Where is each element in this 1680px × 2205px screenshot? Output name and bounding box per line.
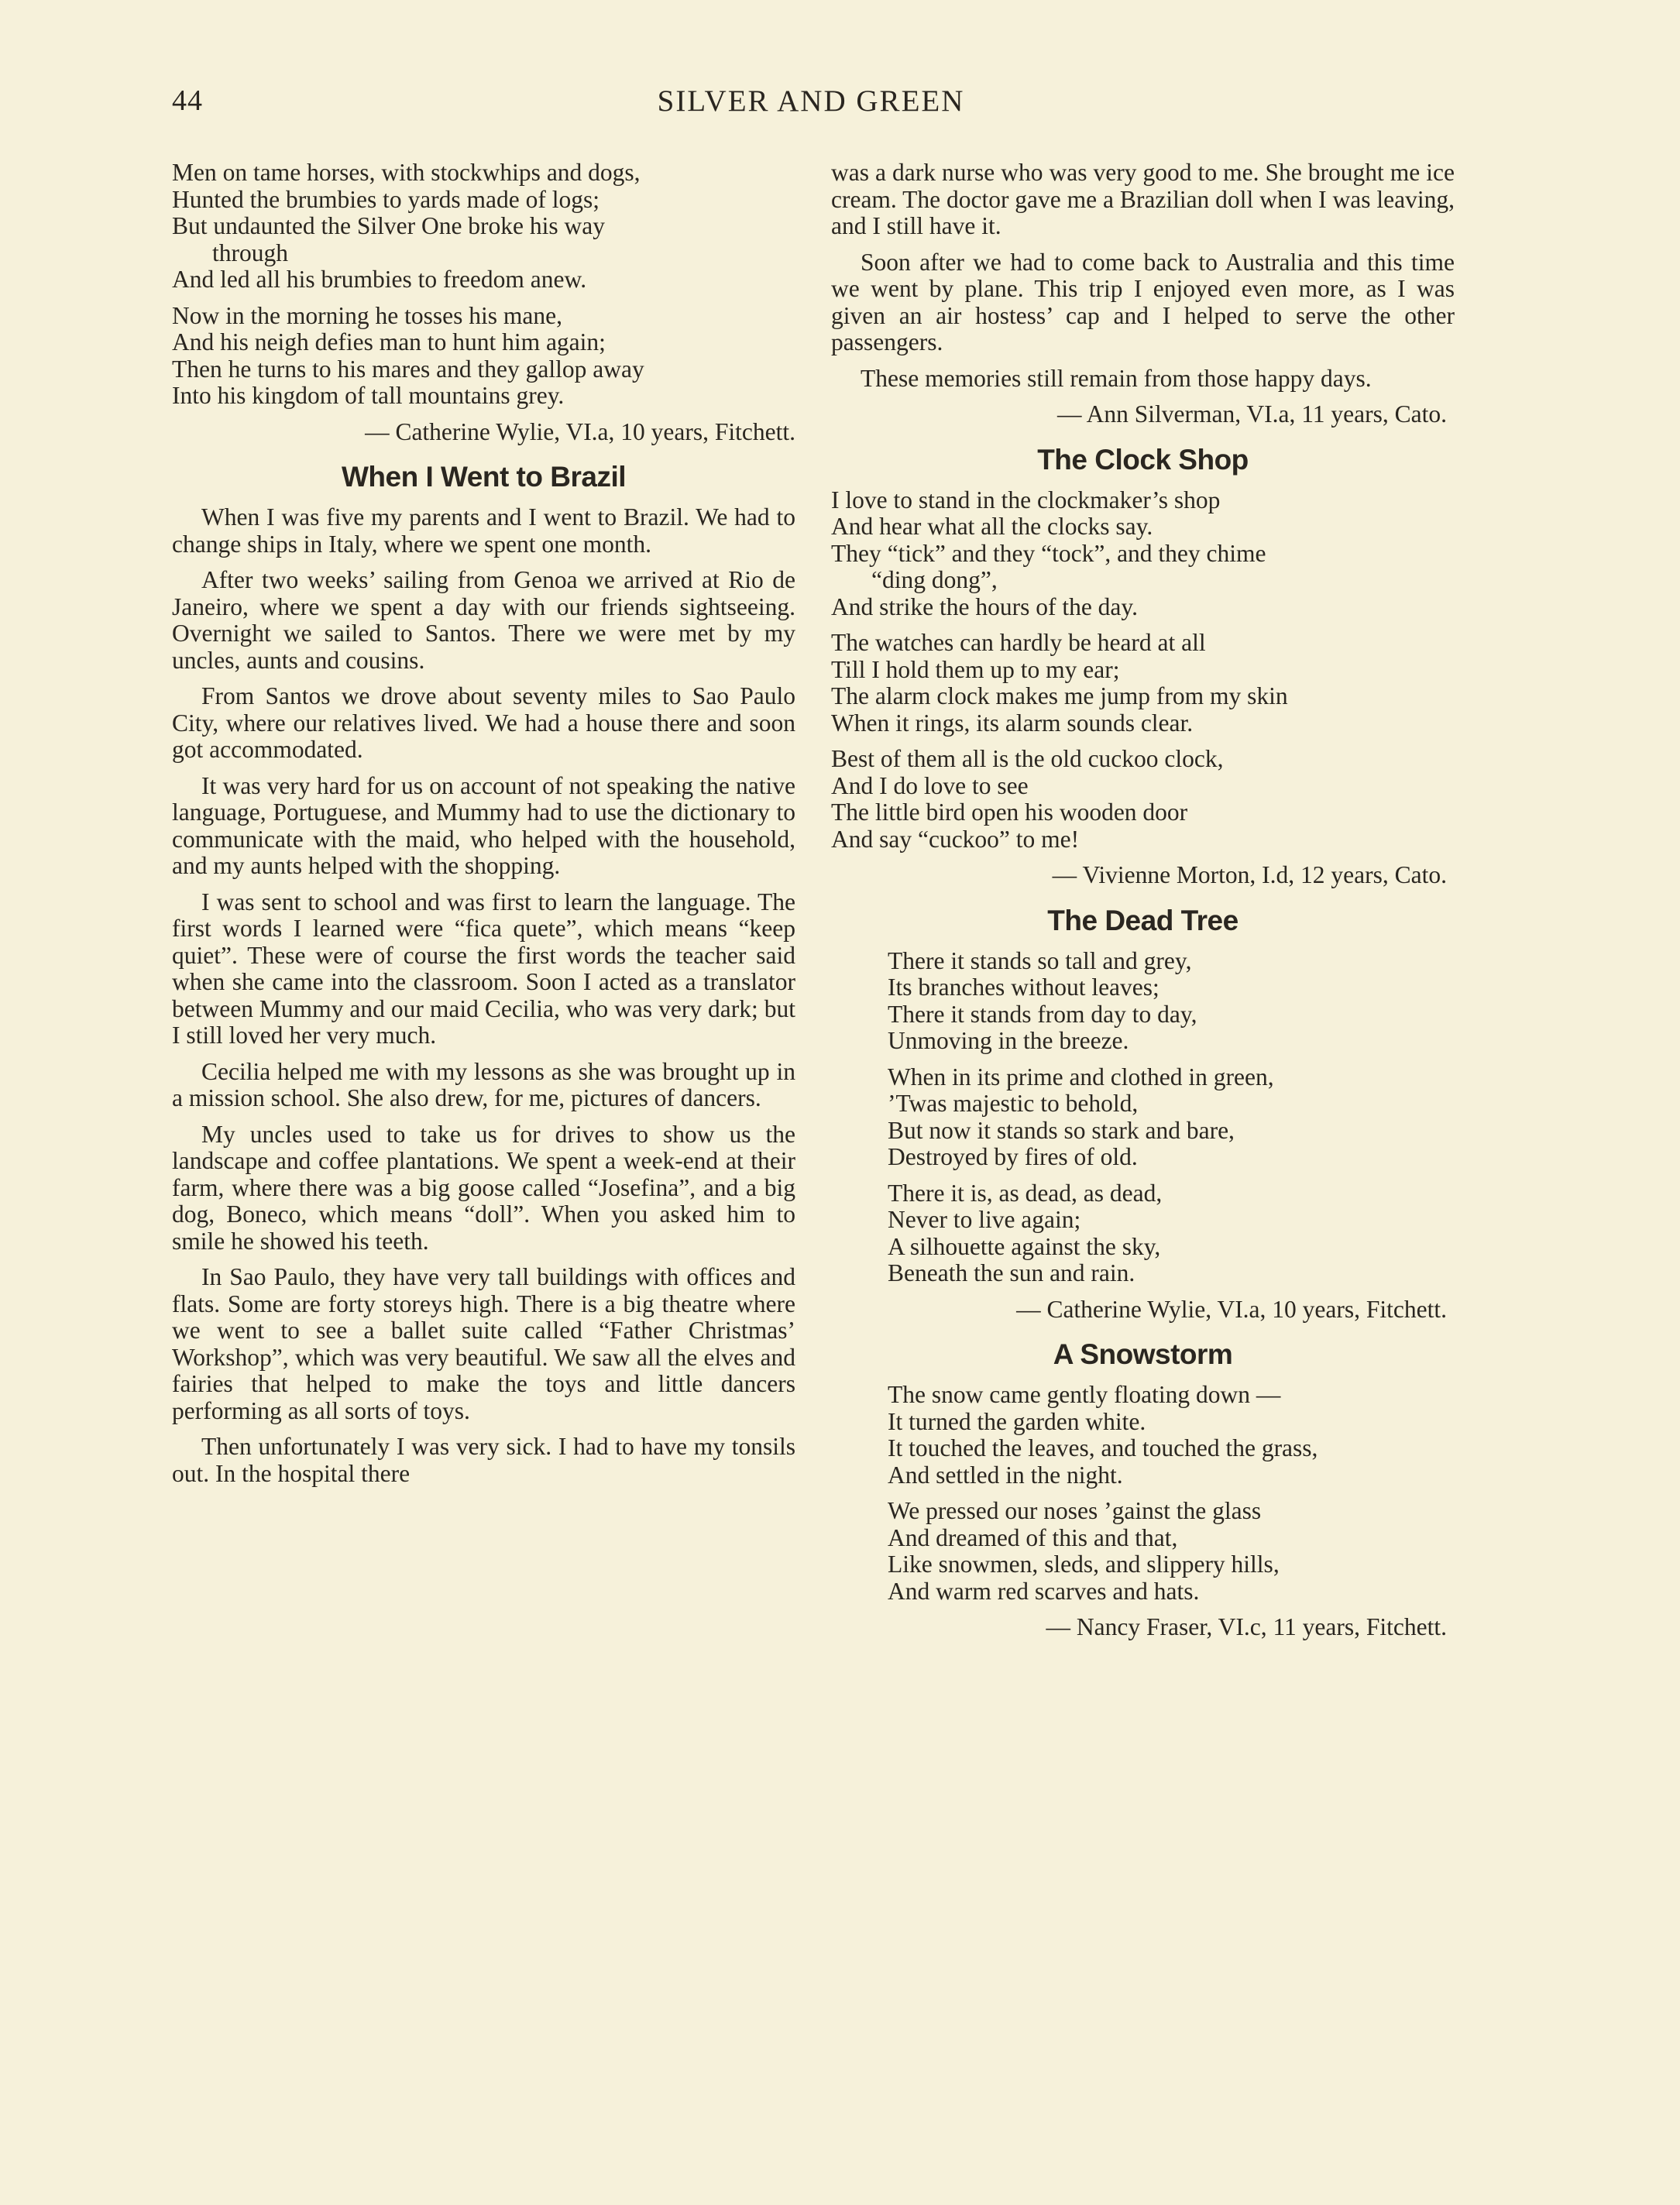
poem-line: A silhouette against the sky, [888, 1232, 1161, 1260]
poem-line: ’Twas majestic to behold, [888, 1090, 1139, 1117]
poem-line: Then he turns to his mares and they gallop away [172, 355, 644, 383]
byline: — Ann Silverman, VI.a, 11 years, Cato. [1056, 400, 1447, 428]
poem-line: But now it stands so stark and bare, [888, 1116, 1235, 1144]
left-column [172, 160, 795, 1496]
poem-line: And hear what all the clocks say. [831, 513, 1153, 540]
poem-line: There it stands so tall and grey, [888, 946, 1192, 974]
poem-line: And his neigh defies man to hunt him again; [172, 328, 606, 355]
byline: — Nancy Fraser, VI.c, 11 years, Fitchett. [1046, 1613, 1447, 1640]
paragraph: My uncles used to take us for drives to show us the landscape and coffee plantations. We spent a week-end at their farm, where there was a big goose called “Josefina”, and a big dog, Boneco, which means “doll”. When you asked him to smile he showed his teeth. [172, 1120, 795, 1255]
poem-stanza [888, 1064, 1455, 1171]
poem-stanza [172, 160, 795, 294]
poem-line: Now in the morning he tosses his mane, [172, 301, 562, 329]
poem-body [831, 1382, 1455, 1605]
poem-line: Unmoving in the breeze. [888, 1027, 1129, 1054]
poem-stanza [888, 1498, 1455, 1605]
poem-line: Beneath the sun and rain. [888, 1259, 1135, 1286]
poem-line: When in its prime and clothed in green, [888, 1063, 1274, 1090]
paragraph: I was sent to school and was first to learn the language. The first words I learned were “fica quete”, which means “keep quiet”. These were of course the first words the teacher said when she came into the classroom. Soon I acted as a translator between Mummy and our maid Cecilia, who was very dark; but I still loved her very much. [172, 888, 795, 1049]
poem-line: The watches can hardly be heard at all [831, 629, 1206, 656]
page-header [172, 84, 1450, 130]
poem-stanza [172, 303, 795, 410]
paragraph: was a dark nurse who was very good to me. She brought me ice cream. The doctor gave me a Brazilian doll when I was leaving, and I still have it. [831, 159, 1455, 239]
article-title: When I Went to Brazil [341, 461, 627, 493]
poem-line: And led all his brumbies to freedom anew. [172, 266, 587, 293]
poem-line: And warm red scarves and hats. [888, 1577, 1200, 1605]
poem-line: The alarm clock makes me jump from my skin [831, 682, 1288, 709]
running-title: SILVER AND GREEN [657, 84, 965, 118]
poem-stanza [888, 1382, 1455, 1489]
paragraph: These memories still remain from those happy days. [861, 364, 1372, 392]
paragraph: From Santos we drove about seventy miles to Sao Paulo City, where our relatives lived. We had a house there and soon got accommodated. [172, 682, 795, 763]
poem-line: And say “cuckoo” to me! [831, 825, 1080, 853]
paragraph: It was very hard for us on account of not speaking the native language, Portuguese, and Mummy had to use the dictionary to communicate with the maid, who helped with the household, and my aunts helped with the shopping. [172, 771, 795, 879]
paragraph: In Sao Paulo, they have very tall buildings with offices and flats. Some are forty storeys high. There is a big theatre where we went to see a ballet suite called “Father Christmas’ Workshop”, which was very beautiful. We saw all the elves and fairies that helped to make the toys and little dancers performing as all sorts of toys. [172, 1263, 795, 1424]
paragraph: Soon after we had to come back to Australia and this time we went by plane. This trip I enjoyed even more, as I was given an air hostess’ cap and I helped to serve the other passengers. [831, 248, 1455, 355]
poem-title: The Dead Tree [1047, 904, 1239, 936]
poem-stanza [831, 487, 1455, 621]
page-number: 44 [172, 84, 203, 117]
poem-line: Never to live again; [888, 1206, 1081, 1233]
byline: — Catherine Wylie, VI.a, 10 years, Fitchett. [365, 417, 795, 445]
poem-stanza [888, 1180, 1455, 1287]
paragraph: Then unfortunately I was very sick. I had to have my tonsils out. In the hospital there [172, 1433, 795, 1487]
poem-line: And strike the hours of the day. [831, 592, 1138, 620]
poem-line: Destroyed by fires of old. [888, 1143, 1138, 1170]
poem-line: Till I hold them up to my ear; [831, 655, 1120, 683]
poem-line: I love to stand in the clockmaker’s shop [831, 486, 1221, 513]
poem-line: The snow came gently floating down — [888, 1381, 1281, 1408]
poem-line: It turned the garden white. [888, 1407, 1146, 1435]
poem-body [831, 948, 1455, 1287]
poem-line: And I do love to see [831, 771, 1029, 799]
poem-stanza [831, 630, 1455, 737]
poem-line: There it stands from day to day, [888, 1000, 1197, 1028]
poem-line: We pressed our noses ’gainst the glass [888, 1497, 1262, 1524]
poem-line: Into his kingdom of tall mountains grey. [172, 382, 565, 409]
poem-line: And dreamed of this and that, [888, 1523, 1178, 1551]
poem-line: They “tick” and they “tock”, and they chime [831, 539, 1266, 567]
poem-line: There it is, as dead, as dead, [888, 1179, 1163, 1207]
paragraph: When I was five my parents and I went to Brazil. We had to change ships in Italy, where we spent one month. [172, 503, 795, 558]
right-column [831, 160, 1455, 1655]
poem-line: When it rings, its alarm sounds clear. [831, 709, 1194, 737]
poem-line: “ding dong”, [871, 566, 998, 593]
poem-line: Hunted the brumbies to yards made of logs; [172, 185, 600, 213]
poem-stanza [831, 746, 1455, 853]
byline: — Vivienne Morton, I.d, 12 years, Cato. [1052, 861, 1447, 888]
poem-line: through [212, 239, 288, 266]
poem-line: It touched the leaves, and touched the grass, [888, 1434, 1318, 1461]
poem-line: Men on tame horses, with stockwhips and dogs, [172, 159, 641, 186]
poem-line: Best of them all is the old cuckoo clock, [831, 745, 1224, 772]
poem-line: Like snowmen, sleds, and slippery hills, [888, 1551, 1280, 1578]
paragraph: Cecilia helped me with my lessons as she was brought up in a mission school. She also drew, for me, pictures of dancers. [172, 1057, 795, 1111]
poem-line: The little bird open his wooden door [831, 799, 1188, 826]
poem-title: A Snowstorm [1053, 1338, 1233, 1370]
poem-stanza [888, 948, 1455, 1055]
poem-line: But undaunted the Silver One broke his way [172, 212, 606, 239]
poem-line: Its branches without leaves; [888, 974, 1160, 1001]
poem-title: The Clock Shop [1037, 443, 1249, 476]
byline: — Catherine Wylie, VI.a, 10 years, Fitchett. [1016, 1295, 1447, 1323]
poem-line: And settled in the night. [888, 1461, 1123, 1489]
paragraph: After two weeks’ sailing from Genoa we arrived at Rio de Janeiro, where we spent a day with our friends sightseeing. Overnight we sailed to Santos. There we were met by my uncles, aunts and cousins. [172, 566, 795, 674]
